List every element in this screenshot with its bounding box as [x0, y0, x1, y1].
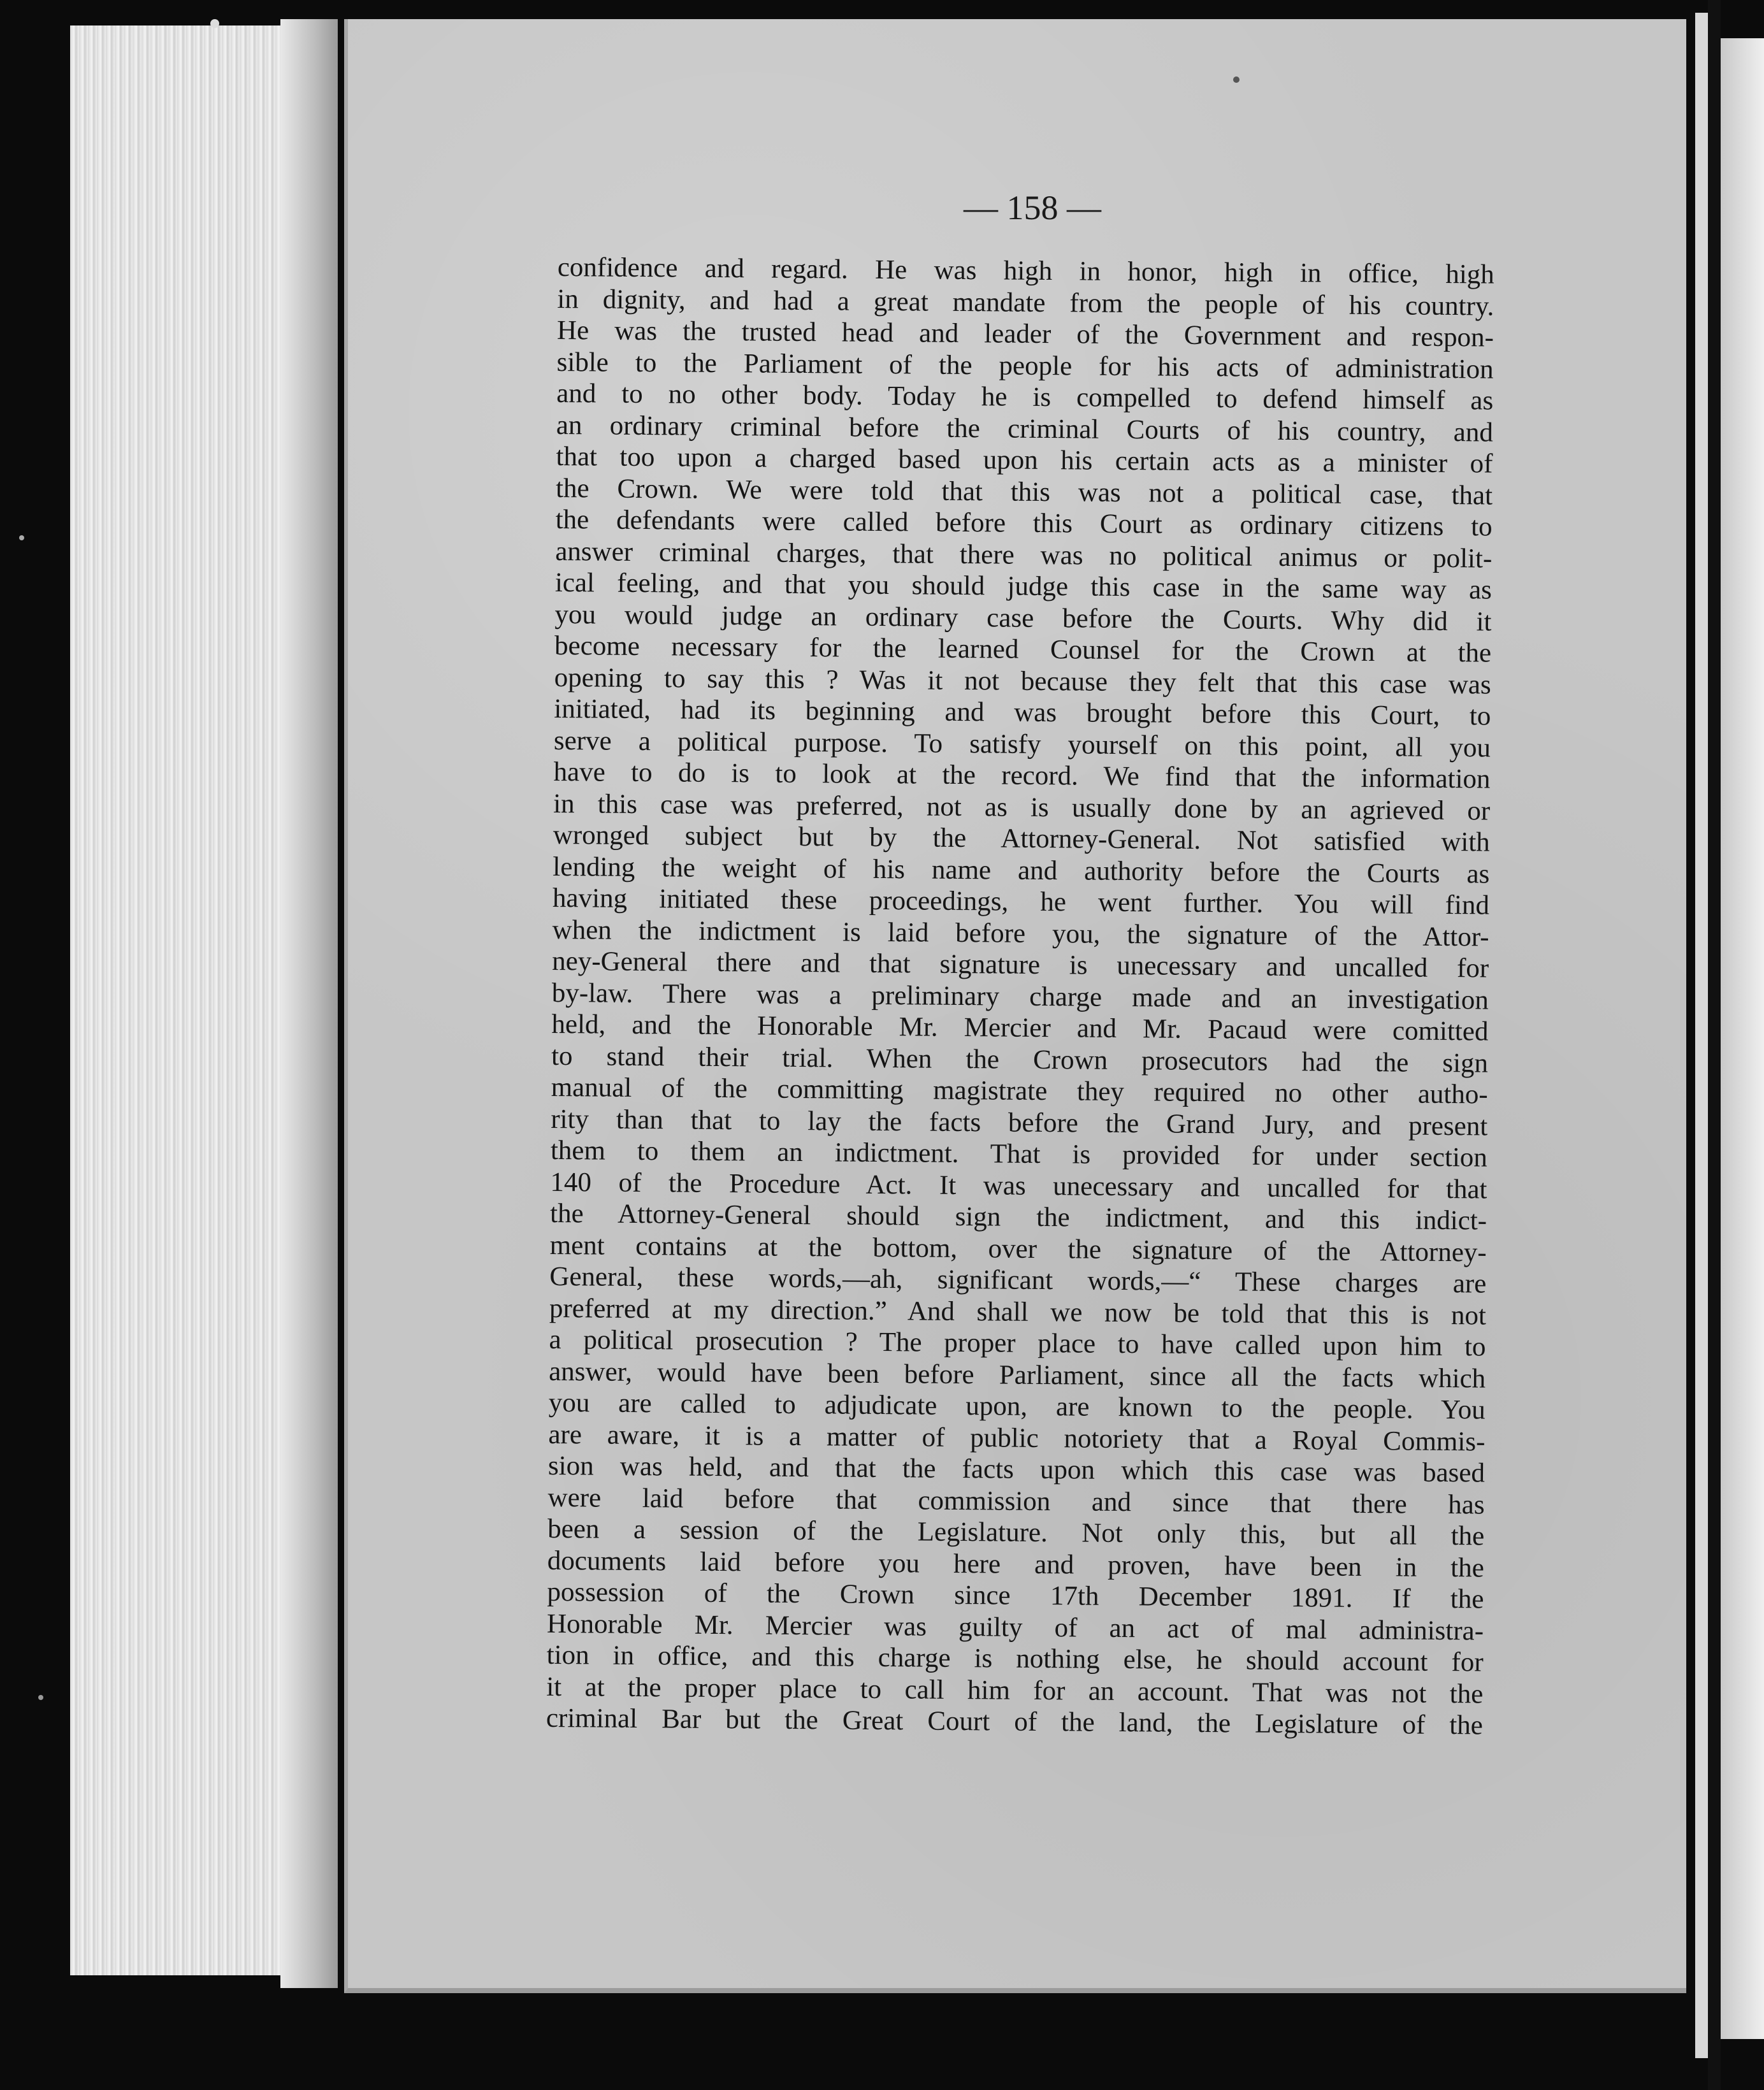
scan-speck	[38, 1695, 43, 1700]
text-line: held, and the Honorable Mr. Mercier and Mr. Pacaud were comitted	[551, 1009, 1489, 1047]
text-line: you would judge an ordinary case before the Courts. Why did it	[554, 599, 1492, 637]
text-line: a political prosecution ? The proper place to have called upon him to	[549, 1324, 1486, 1362]
text-line: opening to say this ? Was it not because they felt that this case was	[554, 662, 1491, 700]
scan-speck	[1233, 76, 1240, 83]
text-line: He was the trusted head and leader of the Government and respon-	[556, 315, 1494, 353]
text-line: are aware, it is a matter of public notoriety that a Royal Commis-	[548, 1419, 1486, 1457]
text-line: rity than that to lay the facts before the Grand Jury, and present	[551, 1104, 1488, 1142]
adjacent-page	[1721, 38, 1764, 2039]
text-line: ney-General there and that signature is unecessary and uncalled for	[552, 946, 1489, 984]
text-line: in this case was preferred, not as is usually done by an agrieved or	[553, 788, 1491, 826]
text-line: lending the weight of his name and authority before the Courts as	[553, 851, 1490, 890]
text-line: serve a political purpose. To satisfy yourself on this point, all you	[553, 725, 1491, 763]
text-line: manual of the committing magistrate they required no other autho-	[551, 1072, 1488, 1110]
text-line: have to do is to look at the record. We find that the information	[553, 756, 1491, 795]
text-line: Honorable Mr. Mercier was guilty of an act of mal administra-	[546, 1608, 1484, 1646]
text-line: when the indictment is laid before you, the signature of the Attor-	[552, 914, 1489, 953]
text-line: answer criminal charges, that there was no political animus or polit-	[555, 536, 1493, 574]
text-line: it at the proper place to call him for an account. That was not the	[546, 1671, 1484, 1709]
text-line: having initiated these proceedings, he went further. You will find	[552, 883, 1490, 921]
text-line: confidence and regard. He was high in honor, high in office, high	[557, 252, 1494, 290]
text-line: you are called to adjudicate upon, are known to the people. You	[548, 1387, 1486, 1425]
text-line: sion was held, and that the facts upon which this case was based	[547, 1450, 1486, 1488]
text-line: by-law. There was a preliminary charge made and an investigation	[551, 977, 1489, 1016]
text-line: were laid before that commission and since that there has	[547, 1482, 1485, 1520]
text-line: that too upon a charged based upon his certain acts as a minister of	[556, 441, 1493, 479]
text-line: documents laid before you here and proven, have been in the	[547, 1545, 1485, 1583]
text-line: initiated, had its beginning and was brought before this Court, to	[554, 693, 1491, 732]
text-line: wronged subject but by the Attorney-General. Not satisfied with	[553, 819, 1490, 858]
text-line: answer, would have been before Parliament, since all the facts which	[549, 1356, 1486, 1394]
text-line: the Crown. We were told that this was not a political case, that	[555, 473, 1493, 511]
text-line: an ordinary criminal before the criminal Courts of his country, and	[556, 410, 1494, 448]
adjacent-page-edge	[1695, 13, 1708, 2058]
text-line: 140 of the Procedure Act. It was unecessary and uncalled for that	[550, 1167, 1487, 1204]
scan-speck	[210, 19, 219, 28]
text-line: General, these words,—ah, significant words,—“ These charges are	[549, 1261, 1487, 1299]
text-line: them to them an indictment. That is provided for under section	[550, 1135, 1488, 1173]
text-line: to stand their trial. When the Crown prosecutors had the sign	[551, 1041, 1489, 1079]
text-line: tion in office, and this charge is nothing else, he should account for	[546, 1640, 1484, 1678]
text-line: the Attorney-General should sign the indictment, and this indict-	[549, 1198, 1487, 1236]
text-line: been a session of the Legislature. Not only this, but all the	[547, 1513, 1485, 1552]
page-edge-shadow	[280, 19, 338, 1988]
text-line: the defendants were called before this Court as ordinary citizens to	[555, 504, 1493, 542]
text-line: sible to the Parliament of the people for his acts of administration	[556, 347, 1494, 385]
page-number: — 158 —	[964, 189, 1101, 227]
text-line: and to no other body. Today he is compelled to defend himself as	[556, 378, 1494, 416]
text-line: criminal Bar but the Great Court of the land, the Legislature of the	[546, 1703, 1484, 1741]
text-line: become necessary for the learned Counsel for the Crown at the	[554, 630, 1492, 668]
scan-speck	[19, 535, 24, 540]
text-line: possession of the Crown since 17th December 1891. If the	[547, 1576, 1484, 1615]
text-line: preferred at my direction.” And shall we now be told that this is not	[549, 1293, 1487, 1330]
binding-gutter	[1708, 0, 1721, 2090]
page-body-text	[546, 252, 1501, 1741]
text-line: ment contains at the bottom, over the signature of the Attorney-	[549, 1230, 1487, 1267]
text-line: ical feeling, and that you should judge this case in the same way as	[554, 567, 1493, 605]
text-line: in dignity, and had a great mandate from the people of his country.	[557, 284, 1494, 322]
